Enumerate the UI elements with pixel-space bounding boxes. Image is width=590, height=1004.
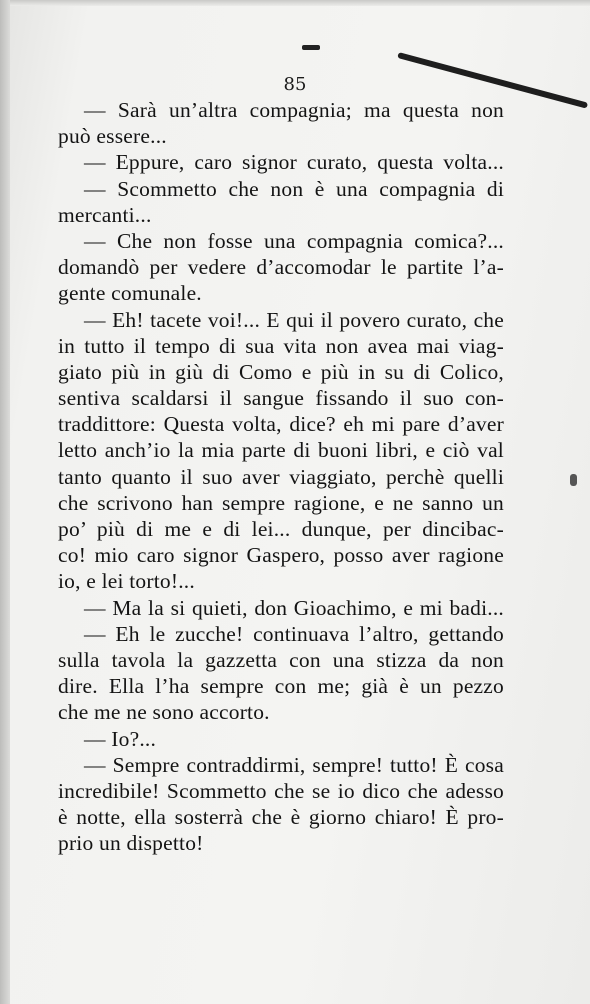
- text-line: giato più in giù di Como e più in su di Colico,: [58, 359, 504, 384]
- text-line: — Ma la si quieti, don Gioachimo, e mi badi...: [84, 595, 504, 620]
- text-line: sentiva scaldarsi il sangue fissando il suo con-: [58, 386, 504, 411]
- page-top-edge: [0, 0, 590, 6]
- text-line: co! mio caro signor Gaspero, posso aver ragione: [58, 543, 504, 568]
- text-line: può essere...: [58, 124, 167, 149]
- text-line: — Che non fosse una compagnia comica?...: [84, 228, 504, 253]
- text-line: letto anch’io la mia parte di buoni libri, e ciò val: [58, 438, 504, 463]
- text-line: prio un dispetto!: [58, 831, 204, 856]
- text-line: che scrivono han sempre ragione, e ne sanno un: [58, 490, 504, 515]
- text-line: è notte, ella sosterrà che è giorno chiaro! È pro-: [58, 805, 504, 830]
- text-line: che me ne sono accorto.: [58, 700, 270, 725]
- text-line: — Eppure, caro signor curato, questa volta...: [84, 150, 504, 175]
- text-line: io, e lei torto!...: [58, 569, 195, 594]
- page-binding-edge: [0, 0, 10, 1004]
- text-line: in tutto il tempo di sua vita non avea mai viag-: [58, 333, 504, 358]
- paper-speck: [570, 474, 577, 486]
- body-text: [58, 97, 504, 856]
- text-line: gente comunale.: [58, 281, 202, 306]
- text-line: — Sempre contraddirmi, sempre! tutto! È cosa: [84, 752, 504, 777]
- text-line: domandò per vedere d’accomodar le partite l’a-: [58, 255, 504, 280]
- ink-mark: [302, 45, 320, 50]
- text-line: — Scommetto che non è una compagnia di: [84, 176, 504, 201]
- text-line: sulla tavola la gazzetta con una stizza da non: [58, 647, 504, 672]
- text-line: po’ più di me e di lei... dunque, per dincibac-: [58, 517, 504, 541]
- text-line: — Eh! tacete voi!... E qui il povero curato, che: [84, 307, 504, 332]
- text-line: dire. Ella l’ha sempre con me; già è un pezzo: [58, 674, 504, 699]
- text-line: traddittore: Questa volta, dice? eh mi pare d’aver: [58, 412, 504, 437]
- text-line: mercanti...: [58, 202, 152, 227]
- text-line: — Sarà un’altra compagnia; ma questa non: [84, 98, 504, 122]
- text-line: — Eh le zucche! continuava l’altro, gettando: [84, 621, 504, 646]
- page-number: 85: [283, 74, 307, 95]
- text-line: — Io?...: [84, 726, 157, 751]
- text-line: tanto quanto il suo aver viaggiato, perchè quelli: [58, 464, 504, 489]
- text-line: incredibile! Scommetto che se io dico che adesso: [58, 778, 504, 803]
